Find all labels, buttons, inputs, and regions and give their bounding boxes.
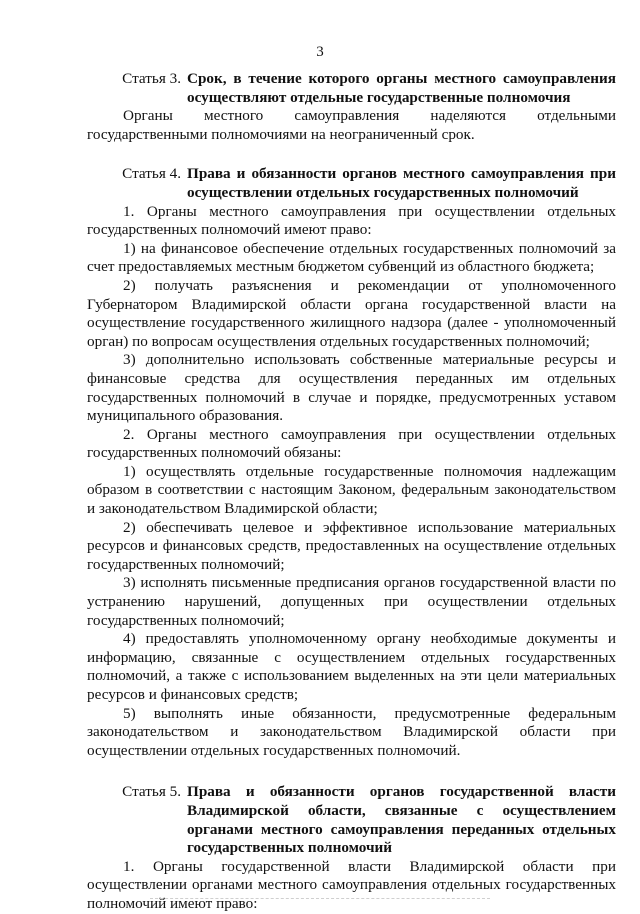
section-spacer xyxy=(87,144,616,161)
article-4-title: Права и обязанности органов местного самоуправления при осуществлении отдельных государственных полномочий xyxy=(187,165,616,201)
article-4-paragraph: 4) предоставлять уполномоченному органу необходимые документы и информацию, связанные с осуществлением отдельных государственных полномочий, а также с использованием выделенных на эти цели материальных ресурсов и финансовых средств; xyxy=(87,630,616,703)
article-4-paragraph: 2. Органы местного самоуправления при осуществлении отдельных государственных полномочий обязаны: xyxy=(87,425,616,462)
article-5-heading xyxy=(87,783,616,857)
article-4-paragraph: 3) дополнительно использовать собственные материальные ресурсы и финансовые средства для осуществления переданных им отдельных государственных полномочий в случае и порядке, предусмотренных уставом муниципального образования. xyxy=(87,351,616,425)
article-4-paragraph: 2) обеспечивать целевое и эффективное использование материальных ресурсов и финансовых средств, предоставленных на осуществление отдельных государственных полномочий; xyxy=(87,518,616,573)
article-3-paragraph: Органы местного самоуправления наделяются отдельными государственными полномочиями на неограниченный срок. xyxy=(87,107,616,143)
article-3-title: Срок, в течение которого органы местного самоуправления осуществляют отдельные государственные полномочия xyxy=(187,70,616,106)
article-4-paragraph: 2) получать разъяснения и рекомендации от уполномоченного Губернатором Владимирской области органа государственной власти на осуществление государственного жилищного надзора (далее - уполномоченный орган) по вопросам осуществления отдельных государственных полномочий; xyxy=(87,276,616,350)
article-5-paragraph: 1. Органы государственной власти Владимирской области при осуществлении органами местного самоуправления отдельных государственных полномочий имеют право: xyxy=(87,857,616,912)
article-5-label: Статья 5. xyxy=(122,783,181,801)
article-4-paragraph: 1) на финансовое обеспечение отдельных государственных полномочий за счет предоставляемых местным бюджетом субвенций из областного бюджета; xyxy=(87,239,616,276)
document-body xyxy=(87,66,616,914)
article-4-paragraph: 1. Органы местного самоуправления при осуществлении отдельных государственных полномочий имеют право: xyxy=(87,202,616,239)
article-4-heading xyxy=(87,165,616,202)
page-number: 3 xyxy=(316,44,324,60)
article-4-paragraph: 5) выполнять иные обязанности, предусмотренные федеральным законодательством и законодательством Владимирской области при осуществлении отдельных государственных полномочий. xyxy=(87,704,616,759)
article-4-paragraph: 3) исполнять письменные предписания органов государственной власти по устранению нарушений, допущенных при осуществлении отдельных государственных полномочий; xyxy=(87,574,616,629)
article-3-label: Статья 3. xyxy=(122,70,181,87)
article-4-paragraph: 1) осуществлять отдельные государственные полномочия надлежащим образом в соответствии с настоящим Законом, федеральным законодательством и законодательством Владимирской области; xyxy=(87,462,616,518)
scan-edge-line xyxy=(150,898,490,899)
article-3-heading xyxy=(87,70,616,107)
section-spacer xyxy=(87,760,616,779)
article-5-title: Права и обязанности органов государственной власти Владимирской области, связанные с осуществлением органами местного самоуправления переданных отдельных государственных полномочий xyxy=(187,783,616,857)
article-4-label: Статья 4. xyxy=(122,165,181,183)
